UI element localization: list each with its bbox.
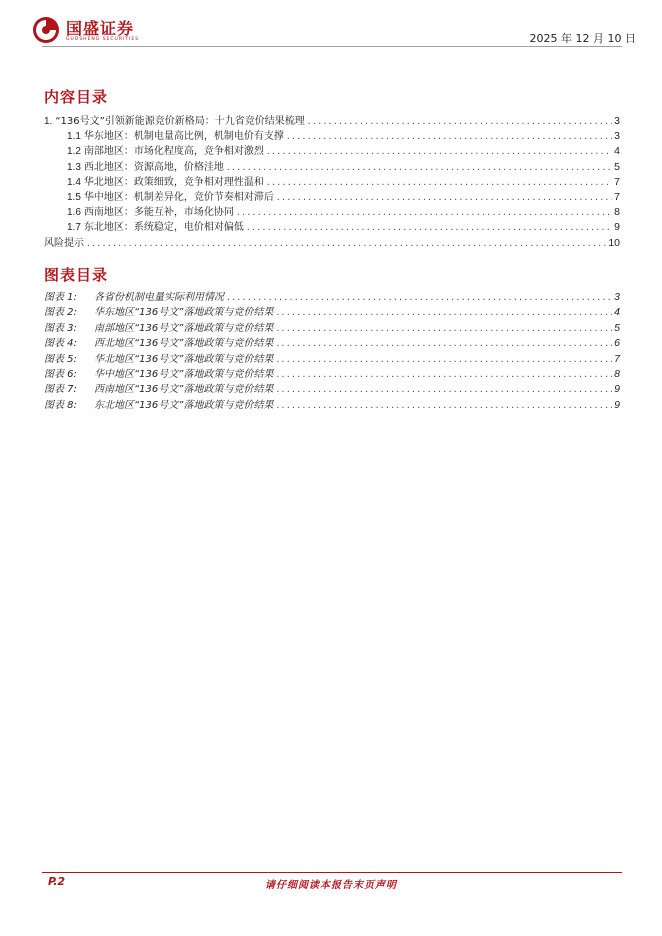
figure-entry-label: 图表 5:: [44, 353, 77, 365]
dot-leader: [307, 114, 612, 129]
figure-entry-page: 4: [614, 306, 620, 319]
toc-entry[interactable]: [44, 129, 620, 144]
toc-entry[interactable]: [44, 175, 620, 190]
figure-entry-label: 图表 7:: [44, 384, 77, 396]
toc-entry-number: 1.6: [67, 207, 81, 219]
toc-entry-title: “136号文”引领新能源竞价新格局：十九省竞价结果梳理: [55, 116, 305, 127]
dot-leader: [275, 382, 612, 397]
figure-entry-label: 图表 3:: [44, 322, 77, 334]
figure-entry[interactable]: [44, 305, 620, 320]
figure-entry-title: 各省份机制电量实际利用情况: [94, 292, 224, 303]
figure-entry-label: 图表 2:: [44, 307, 77, 319]
figure-entry-label: 图表 1:: [44, 292, 77, 303]
toc-entry-title: 华中地区：机制差异化，竞价节奏相对滞后: [83, 191, 274, 203]
dot-leader: [266, 175, 612, 190]
toc-entry-page: 7: [614, 190, 620, 203]
toc-entry-title: 华北地区：政策细致，竞争相对理性温和: [83, 176, 264, 188]
brand-name: 国盛证券: [66, 19, 135, 38]
brand-subtitle: GUOSHENG SECURITIES: [66, 37, 140, 42]
dot-leader: [226, 290, 612, 305]
figure-entry[interactable]: [44, 367, 620, 382]
figure-entry[interactable]: [44, 290, 620, 305]
toc-list: [44, 114, 620, 251]
toc-entry-number: 1.2: [67, 146, 81, 158]
dot-leader: [275, 352, 612, 367]
figure-entry-page: 5: [614, 321, 620, 334]
dot-leader: [266, 144, 612, 159]
report-date: 2025 年 12 月 10 日: [529, 32, 636, 45]
dot-leader: [236, 205, 612, 220]
toc-entry[interactable]: [44, 160, 620, 175]
figure-entry-page: 6: [614, 337, 620, 350]
toc-entry-title: 南部地区：市场化程度高，竞争相对激烈: [83, 146, 264, 158]
footer-divider: [42, 872, 622, 873]
toc-entry-number: 1.7: [67, 222, 81, 234]
figure-entry-title: 华中地区“136号文”落地政策与竞价结果: [94, 368, 274, 380]
figure-entry[interactable]: [44, 336, 620, 351]
figure-entry-title: 西南地区“136号文”落地政策与竞价结果: [94, 384, 274, 396]
dot-leader: [275, 367, 612, 382]
toc-entry-page: 9: [614, 221, 620, 234]
toc-entry-number: 1.: [44, 116, 53, 127]
figure-entry-title: 西北地区“136号文”落地政策与竞价结果: [94, 338, 274, 350]
header-divider: [42, 46, 622, 47]
figure-entry[interactable]: [44, 398, 620, 413]
toc-entry-page: 8: [614, 206, 620, 219]
toc-entry[interactable]: [44, 236, 620, 251]
figure-entry-page: 3: [614, 291, 620, 303]
dot-leader: [286, 129, 612, 144]
toc-entry-number: 1.3: [67, 161, 81, 173]
toc-entry-title: 风险提示: [44, 237, 84, 249]
dot-leader: [275, 321, 612, 336]
toc-heading: 内容目录: [44, 88, 109, 106]
page-number: P.2: [48, 875, 66, 888]
toc-entry-title: 西北地区：资源高地，价格洼地: [83, 161, 224, 173]
figure-entry-page: 7: [614, 352, 620, 365]
toc-entry-page: 5: [614, 160, 620, 173]
toc-entry-title: 东北地区：系统稳定，电价相对偏低: [83, 222, 244, 234]
figure-entry-page: 9: [614, 398, 620, 411]
disclaimer-note: 请仔细阅读本报告末页声明: [265, 880, 397, 891]
toc-entry[interactable]: [44, 114, 620, 129]
toc-entry[interactable]: [44, 220, 620, 235]
toc-entry-number: 1.4: [67, 176, 81, 188]
brand-logo-icon: [32, 16, 60, 44]
toc-entry-page: 7: [614, 175, 620, 188]
toc-entry-page: 4: [614, 145, 620, 158]
figure-entry[interactable]: [44, 321, 620, 336]
dot-leader: [276, 190, 612, 205]
toc-entry-number: 1.1: [67, 131, 81, 143]
dot-leader: [275, 305, 612, 320]
toc-entry-number: 1.5: [67, 191, 81, 203]
figures-heading: 图表目录: [44, 266, 109, 284]
figure-entry[interactable]: [44, 382, 620, 397]
toc-entry[interactable]: [44, 190, 620, 205]
dot-leader: [275, 398, 612, 413]
toc-entry-page: 10: [608, 236, 620, 249]
figure-entry-title: 华北地区“136号文”落地政策与竞价结果: [94, 353, 274, 365]
figure-entry-page: 9: [614, 383, 620, 396]
figure-entry[interactable]: [44, 352, 620, 367]
brand-logo: [32, 16, 172, 46]
dot-leader: [275, 336, 612, 351]
dot-leader: [226, 160, 612, 175]
toc-entry-page: 3: [614, 130, 620, 143]
figure-entry-title: 南部地区“136号文”落地政策与竞价结果: [94, 322, 274, 334]
figure-entry-title: 华东地区“136号文”落地政策与竞价结果: [94, 307, 274, 319]
figure-entry-label: 图表 8:: [44, 399, 77, 411]
figure-entry-label: 图表 6:: [44, 368, 77, 380]
toc-entry-title: 华东地区：机制电量高比例，机制电价有支撑: [83, 131, 284, 143]
page-header: [26, 12, 636, 46]
toc-entry[interactable]: [44, 144, 620, 159]
figure-entry-label: 图表 4:: [44, 338, 77, 350]
dot-leader: [246, 220, 612, 235]
figure-entry-title: 东北地区“136号文”落地政策与竞价结果: [94, 399, 274, 411]
toc-entry[interactable]: [44, 205, 620, 220]
toc-entry-title: 西南地区：多能互补，市场化协同: [83, 207, 234, 219]
toc-entry-page: 3: [614, 115, 620, 127]
figure-entry-page: 8: [614, 367, 620, 380]
figures-list: [44, 290, 620, 413]
dot-leader: [86, 236, 606, 251]
